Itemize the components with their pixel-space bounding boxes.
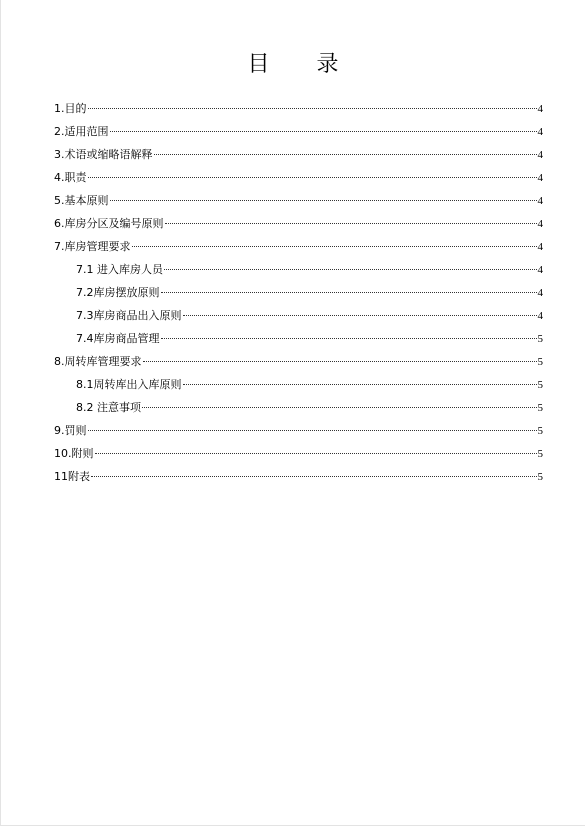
toc-entry-page-number: 4 — [537, 241, 543, 253]
dot-leader — [161, 292, 537, 293]
dot-leader — [164, 269, 537, 270]
toc-entry-page-number: 5 — [537, 448, 543, 460]
toc-entry-page-number: 4 — [537, 126, 543, 138]
dot-leader — [183, 315, 537, 316]
toc-entry-title: 4.职责 — [54, 171, 87, 184]
dot-leader — [91, 476, 537, 477]
dot-leader — [161, 338, 537, 339]
dot-leader — [132, 246, 537, 247]
toc-entry-page-number: 5 — [537, 402, 543, 414]
toc-entry-title: 3.术语或缩略语解释 — [54, 148, 153, 161]
toc-entry[interactable] — [54, 212, 543, 235]
toc-entry-title: 7.2库房摆放原则 — [76, 286, 160, 299]
toc-entry-page-number: 5 — [537, 425, 543, 437]
toc-entry-title: 1.目的 — [54, 102, 87, 115]
toc-entry[interactable] — [54, 189, 543, 212]
dot-leader — [95, 453, 537, 454]
toc-entry-title: 6.库房分区及编号原则 — [54, 217, 164, 230]
toc-entry-page-number: 4 — [537, 264, 543, 276]
toc-entry[interactable] — [54, 281, 543, 304]
dot-leader — [88, 177, 537, 178]
toc-entry-title: 8.2 注意事项 — [76, 401, 141, 414]
table-of-contents — [54, 97, 543, 488]
toc-entry-title: 5.基本原则 — [54, 194, 109, 207]
toc-entry-page-number: 4 — [537, 103, 543, 115]
toc-entry-page-number: 5 — [537, 471, 543, 483]
toc-entry[interactable] — [54, 97, 543, 120]
toc-entry-page-number: 4 — [537, 218, 543, 230]
dot-leader — [110, 200, 537, 201]
toc-entry[interactable] — [54, 396, 543, 419]
dot-leader — [165, 223, 537, 224]
toc-entry[interactable] — [54, 327, 543, 350]
toc-title-char-2: 录 — [316, 52, 340, 77]
toc-entry[interactable] — [54, 419, 543, 442]
toc-entry-title: 11附表 — [54, 470, 90, 483]
dot-leader — [88, 108, 537, 109]
toc-entry-page-number: 4 — [537, 149, 543, 161]
toc-entry-page-number: 4 — [537, 195, 543, 207]
toc-entry-title: 2.适用范围 — [54, 125, 109, 138]
toc-entry[interactable] — [54, 235, 543, 258]
dot-leader — [110, 131, 537, 132]
toc-entry[interactable] — [54, 373, 543, 396]
toc-entry-title: 7.4库房商品管理 — [76, 332, 160, 345]
toc-entry-title: 7.3库房商品出入原则 — [76, 309, 182, 322]
dot-leader — [183, 384, 537, 385]
toc-entry-title: 7.1 进入库房人员 — [76, 263, 163, 276]
toc-entry-page-number: 4 — [537, 172, 543, 184]
toc-entry[interactable] — [54, 166, 543, 189]
toc-title — [1, 50, 585, 80]
toc-entry-title: 7.库房管理要求 — [54, 240, 131, 253]
toc-title-char-1: 目 — [247, 52, 271, 77]
toc-entry[interactable] — [54, 143, 543, 166]
toc-entry-page-number: 5 — [537, 333, 543, 345]
toc-entry[interactable] — [54, 258, 543, 281]
toc-entry[interactable] — [54, 442, 543, 465]
dot-leader — [142, 407, 537, 408]
toc-entry-title: 8.1周转库出入库原则 — [76, 378, 182, 391]
toc-entry-title: 10.附则 — [54, 447, 94, 460]
toc-entry[interactable] — [54, 120, 543, 143]
dot-leader — [88, 430, 537, 431]
toc-entry-page-number: 4 — [537, 287, 543, 299]
toc-entry[interactable] — [54, 465, 543, 488]
toc-entry[interactable] — [54, 350, 543, 373]
toc-entry-page-number: 5 — [537, 379, 543, 391]
toc-entry-page-number: 5 — [537, 356, 543, 368]
toc-entry[interactable] — [54, 304, 543, 327]
dot-leader — [143, 361, 537, 362]
toc-entry-page-number: 4 — [537, 310, 543, 322]
dot-leader — [154, 154, 537, 155]
toc-entry-title: 9.罚则 — [54, 424, 87, 437]
toc-entry-title: 8.周转库管理要求 — [54, 355, 142, 368]
